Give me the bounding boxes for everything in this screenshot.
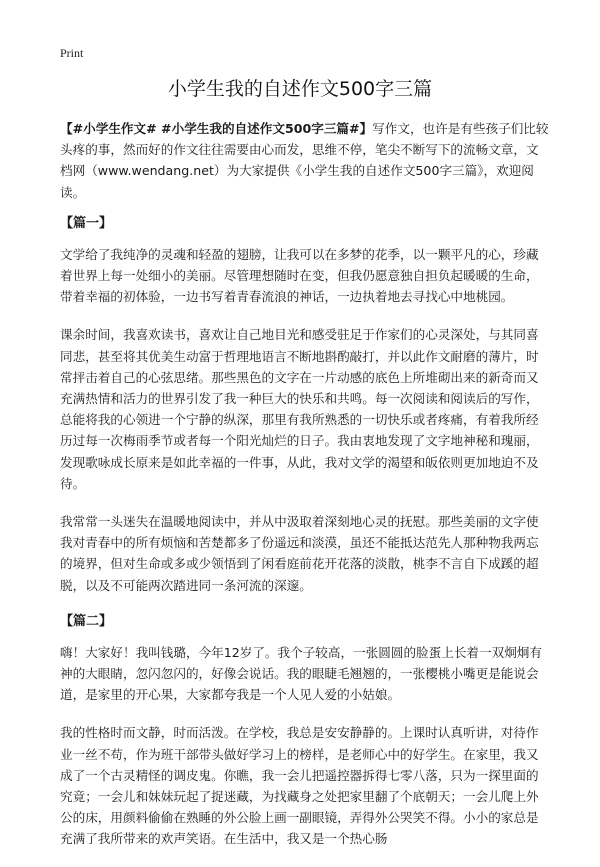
section-heading-2: 【篇二】 [60,613,113,629]
section-1-paragraph-3: 我常常一头迷失在温暖地阅读中，并从中汲取着深刻地心灵的抚慰。那些美丽的文字使我对青春中的所有烦恼和苦楚都多了份遥远和淡漠，虽还不能抵达范先人那种物我两忘的境界，但对生命或多或少领悟到了闲看庭前花开花落的淡散，桃李不言自下成蹊的超脱，以及不可能两次踏进同一条河流的深邃。 [60,514,539,593]
section-1-paragraph-2: 课余时间，我喜欢读书，喜欢让自己地目光和感受驻足于作家们的心灵深处，与其同喜同悲，甚至将其优美生动富于哲理地语言不断地斟酌敲打，并以此作文耐磨的薄片，时常抨击着自己的心弦思绪。那些黑色的文字在一片动感的底色上所堆砌出来的新奇而又充满热情和活力的世界引发了我一种巨大的快乐和共鸣。每一次阅读和阅读后的写作，总能将我的心领进一个宁静的纵深，那里有我所熟悉的一切快乐或者疼痛，有着我所经历过每一次梅雨季节或者每一个阳光灿烂的日子。我由衷地发现了文字地神秘和瑰丽，发现歌咏成长原来是如此幸福的一件事，从此，我对文学的渴望和皈依则更加地迫不及待。 [60,327,539,491]
section-2-paragraph-2: 我的性格时而文静，时而活泼。在学校，我总是安安静静的。上课时认真听讲，对待作业一丝不苟，作为班干部带头做好学习上的榜样，是老师心中的好学生。在家里，我又成了一个古灵精怪的调皮鬼。你瞧，我一会儿把遥控器拆得七零八落，只为一探里面的究竟；一会儿和妹妹玩起了捉迷藏，为找藏身之处把家里翻了个底朝天；一会儿爬上外公的床，用颜料偷偷在熟睡的外公脸上画一副眼镜，弄得外公哭笑不得。小小的家总是充满了我所带来的欢声笑语。在生活中，我又是一个热心肠 [60,725,539,847]
section-heading-1: 【篇一】 [60,215,113,231]
page-title: 小学生我的自述作文500字三篇 [167,78,433,100]
intro-tag: 【#小学生作文# #小学生我的自述作文500字三篇#】 [60,121,373,136]
print-label: Print [60,46,84,60]
section-2-paragraph-1: 嗨！大家好！我叫钱璐，今年12岁了。我个子较高，一张圆圆的脸蛋上长着一双炯炯有神的大眼睛，忽闪忽闪的，好像会说话。我的眼睫毛翘翘的，一张樱桃小嘴更是能说会道，是家里的开心果，大家都夸我是一个人见人爱的小姑娘。 [60,644,542,703]
section-1-paragraph-1: 文学给了我纯净的灵魂和轻盈的翅膀，让我可以在多梦的花季，以一颗平凡的心，珍藏着世界上每一处细小的美丽。尽管理想随时在变，但我仍愿意独自担负起暖暖的生命，带着幸福的初体验，一边书写着青春流浪的神话，一边执着地去寻找心中地桃园。 [60,246,539,305]
intro-text: 写作文，也许是有些孩子们比较头疼的事，然而好的作文往往需要由心而发，思维不停，笔尖不断写下的流畅文章，文档网（www.wendang.net）为大家提供《小学生我的自述作文500字三篇》，欢迎阅读。 [60,121,549,200]
intro-paragraph [60,118,550,203]
article-body [60,118,550,867]
